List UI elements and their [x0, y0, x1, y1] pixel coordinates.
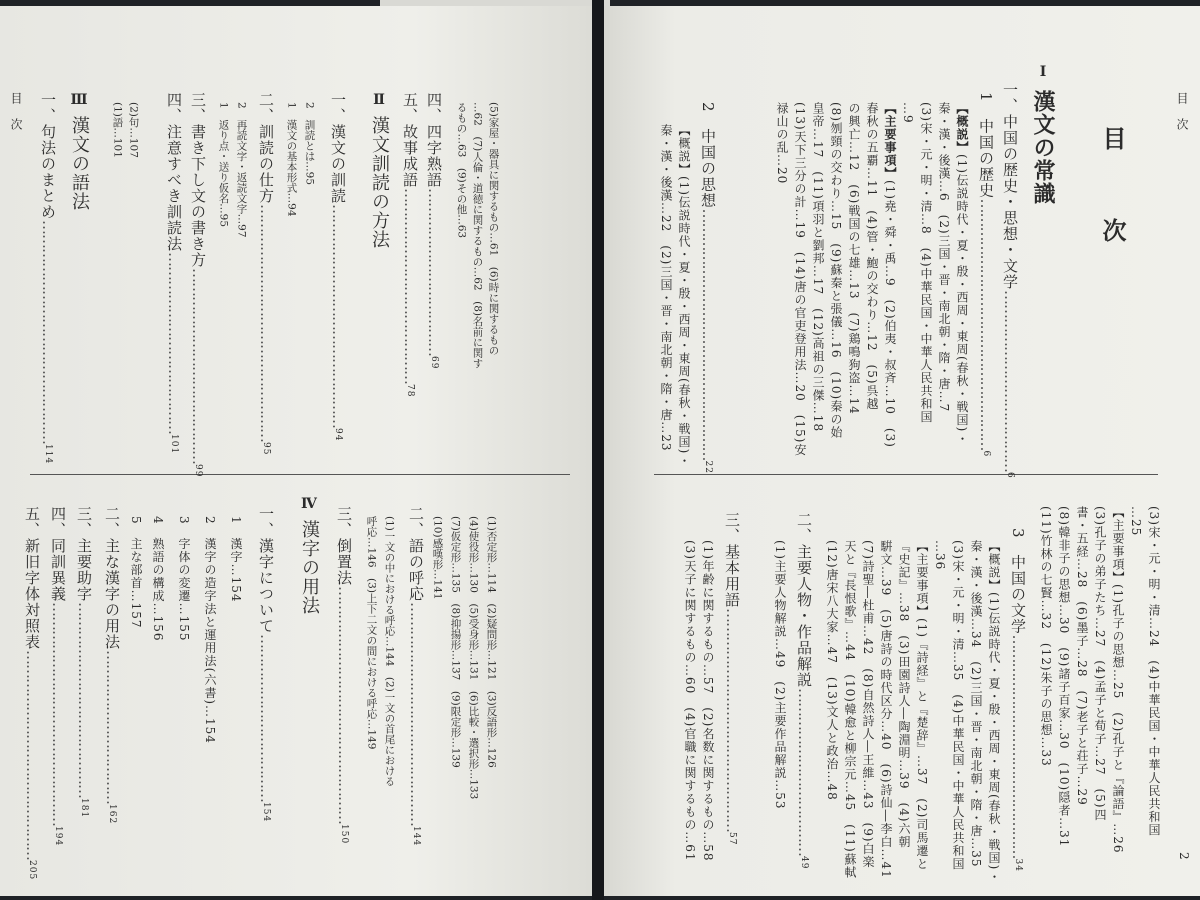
- part-iv-numeral: Ⅳ: [301, 496, 317, 512]
- toc-detail-line: 禄山の乱…20: [775, 102, 789, 185]
- part-ii-title: 漢文訓読の方法: [369, 116, 390, 249]
- toc-entry-jinbutsu: 二、主要人物・作品解説………………………………49: [795, 512, 813, 870]
- part-ii-numeral: Ⅱ: [371, 92, 387, 108]
- toc-detail-line: 秦・漢・後漢…6 (2)三国・晋・南北朝・隋・唐…7: [937, 102, 951, 413]
- toc-detail-line: (13)天下三分の計…19 (14)唐の官吏登用法…20 (15)安: [793, 102, 807, 457]
- toc-entry-page: 154: [261, 802, 271, 823]
- toc-detail-line: (7)詩聖―杜甫…42 (8)自然詩人―王維…43 (9)白楽: [861, 540, 875, 869]
- toc-entry-kanbun-kundoku: 一、漢文の訓読…………………………………………94: [329, 92, 347, 442]
- toc-detail-saidoku: 2 再読文字・返読文字…97: [235, 102, 248, 238]
- toc-entry-label: 2 中国の思想: [699, 102, 717, 209]
- toc-entry-go-no-koo: 二、語の呼応…………………………………………144: [407, 506, 425, 847]
- toc-entry-kuhou: 一、句法のまとめ…………………………………………114: [39, 92, 57, 465]
- toc-detail-line: 『史記』…38 (3)田園詩人―陶淵明…39 (4)六朝: [897, 540, 911, 849]
- right-page: [604, 6, 1200, 896]
- toc-entry-label: 三、基本用語: [723, 512, 741, 608]
- toc-detail-kundokutowa: 2 訓読とは…95: [303, 102, 316, 186]
- toc-entry-bungaku: 3 中国の文学…………………………………………34: [1009, 528, 1027, 872]
- toc-detail-koo-1: (1)一文の中における呼応…144 (2)一文の首尾における: [383, 516, 396, 787]
- toc-detail-line: [956, 102, 968, 445]
- toc-entry-kanji-ni-tsuite: 一、漢字について………………………………154: [257, 506, 275, 823]
- part-iv-title: 漢字の用法: [299, 520, 320, 615]
- part-iii-numeral: Ⅲ: [71, 92, 87, 108]
- toc-detail-line: 天と『長恨歌』…44 (10)韓愈と柳宗元…45 (11)蘇軾: [843, 540, 857, 879]
- toc-entry-page: 6: [1005, 472, 1015, 479]
- toc-detail-line: (11)竹林の七賢…32 (12)朱子の思想…33: [1039, 506, 1053, 767]
- toc-detail-line: (3)宋・元・明・清…8 (4)中華民国・中華人民共和国: [919, 102, 933, 424]
- toc-detail-line: (3)孔子の弟子たち…27 (4)孟子と荀子…27 (5)四: [1093, 506, 1107, 822]
- toc-detail-shieki: (4)使役形…130 (5)受身形…131 (6)比較・選択形…133: [467, 516, 480, 800]
- toc-entry-shiso: 2 中国の思想………………………………………………22: [699, 102, 717, 474]
- right-running-header: 目 次: [1175, 92, 1189, 131]
- toc-entry-page: 181: [79, 798, 89, 819]
- toc-entry-label: 五、故事成語: [401, 92, 419, 188]
- toc-entry-page: 114: [43, 444, 53, 465]
- toc-detail-kanji: 1 漢字…154: [229, 516, 243, 603]
- toc-detail-rikusho: 2 漢字の造字法と運用法(六書)…154: [203, 516, 217, 744]
- toc-detail-line: 【主要事項】(1)孔子の思想…25 (2)孔子と『論語』…26: [1111, 506, 1125, 854]
- toc-entry-page: 57: [727, 832, 737, 846]
- toc-detail-line: 書・五経…28 (6)墨子…28 (7)老子と荘子…29: [1075, 506, 1089, 806]
- toc-entry-page: 34: [1013, 858, 1023, 872]
- toc-entry-page: 101: [169, 434, 179, 455]
- toc-detail-jinrin: …62 (7)人倫・道徳に関するもの…62 (8)名前に関す: [471, 102, 484, 369]
- toc-detail-line: …36: [933, 540, 947, 571]
- toc-entry-label: 1 中国の歴史: [977, 92, 995, 199]
- toc-entry-page: 162: [107, 804, 117, 825]
- toc-entry-page: 99: [193, 464, 203, 478]
- toc-detail-line: 秦・漢・後漢…22 (2)三国・晋・南北朝・隋・唐…23: [659, 124, 673, 452]
- left-page: [0, 6, 592, 896]
- toc-detail-kaeriten: 1 返り点・送り仮名…95: [217, 102, 230, 228]
- section-tag: 【主要事項】: [883, 102, 897, 180]
- toc-entry-label: 二、訓読の仕方: [257, 92, 275, 204]
- section-tag: 【概説】: [955, 102, 969, 154]
- toc-entry-label: 二、主な漢字の用法: [103, 506, 121, 650]
- toc-entry-label: 五、新旧字体対照表: [23, 506, 41, 650]
- toc-detail-line: 騈文…39 (5)唐詩の時代区分…40 (6)詩仙―李白…41: [879, 540, 893, 879]
- toc-detail-jitai: 3 字体の変遷…155: [177, 516, 191, 642]
- toc-entry-page: 22: [703, 460, 713, 474]
- toc-entry-page: 94: [333, 428, 343, 442]
- toc-detail-line: 【主要事項】(1)『詩経』と『楚辞』…37 (2)司馬遷と: [915, 540, 929, 871]
- toc-detail-line: [884, 102, 896, 448]
- toc-entry-chugoku: 一、中国の歴史・思想・文学…………………………………6: [1001, 82, 1019, 479]
- toc-detail-line: (3)宋・元・明・清…24 (4)中華民国・中華人民共和国: [1147, 506, 1161, 837]
- toc-detail-koo-3: 呼応…146 (3)上下二文の間における呼応…149: [365, 516, 378, 750]
- toc-entry-chui: 四、注意すべき訓読法…………………………………101: [165, 92, 183, 455]
- toc-detail-line: 皇帝…17 (11)項羽と劉邦…17 (12)高祖の三傑…18: [811, 102, 825, 433]
- toc-detail-line: …9: [901, 102, 915, 124]
- toc-detail-hitei: (1)否定形…114 (2)疑問形…121 (3)反語形…126: [485, 516, 498, 768]
- toc-detail-text: (1)伝説時代・夏・殷・西周・東周(春秋・戦国)・: [955, 154, 969, 446]
- toc-entry-rekishi: 1 中国の歴史………………………………………………6: [977, 92, 995, 458]
- toc-detail-line: (3)宋・元・明・清…35 (4)中華民国・中華人民共和国: [951, 540, 965, 871]
- toc-detail-line: 秦・漢・後漢…34 (2)三国・晋・南北朝・隋・唐…35: [969, 540, 983, 868]
- toc-entry-page: 194: [53, 826, 63, 847]
- part-i-title: 漢文の常識: [1030, 90, 1056, 205]
- toc-detail-bushu: 5 主な部首…157: [129, 516, 143, 629]
- toc-entry-dokun: 四、同訓異義…………………………………………194: [49, 506, 67, 847]
- toc-entry-koji: 五、故事成語……………………………………78: [401, 92, 419, 398]
- toc-detail-katei: (7)仮定形…135 (8)抑揚形…137 (9)限定形…139: [449, 516, 462, 768]
- toc-entry-page: 78: [405, 384, 415, 398]
- toc-entry-label: 三、主要助字: [75, 506, 93, 602]
- toc-entry-label: 二、語の呼応: [407, 506, 425, 602]
- toc-entry-label: 三、書き下し文の書き方: [189, 92, 207, 268]
- toc-entry-label: 一、中国の歴史・思想・文学: [1001, 82, 1019, 290]
- toc-detail-line: 【概説】(1)伝説時代・夏・殷・西周・東周(春秋・戦国)・: [987, 540, 1001, 884]
- toc-entry-kihon-yogo: 三、基本用語…………………………………………57: [723, 512, 741, 846]
- toc-detail-jukugo: 4 熟語の構成…156: [151, 516, 165, 642]
- right-divider: [654, 474, 1158, 475]
- toc-entry-label: 三、倒置法: [335, 506, 353, 586]
- toc-entry-joji: 三、主要助字……………………………………181: [75, 506, 93, 819]
- toc-entry-page: 69: [429, 356, 439, 370]
- toc-entry-label: 一、漢文の訓読: [329, 92, 347, 204]
- book-gutter: [592, 0, 604, 900]
- toc-entry-page: 6: [981, 450, 991, 458]
- toc-detail-line: (8)韓非子の思想…30 (9)諸子百家…30 (10)隠者…31: [1057, 506, 1071, 848]
- toc-entry-tochi: 三、倒置法……………………………………………150: [335, 506, 353, 845]
- toc-entry-label: 四、同訓異義: [49, 506, 67, 602]
- toc-detail-kihon: 1 漢文の基本形式…94: [285, 102, 298, 217]
- toc-entry-label: 3 中国の文学: [1009, 528, 1027, 635]
- toc-title: 目 次: [1098, 126, 1127, 264]
- toc-detail-kantan: (10)感嘆形…141: [431, 516, 444, 600]
- toc-detail-line: (3)天子に関するもの…60 (4)官職に関するもの…61: [683, 540, 697, 862]
- toc-entry-page: 144: [411, 826, 421, 847]
- toc-entry-page: 150: [339, 824, 349, 845]
- toc-detail-line: の興亡…12 (6)戦国の七雄…13 (7)鶏鳴狗盗…14: [847, 102, 861, 415]
- toc-detail-line: …25: [1129, 506, 1143, 537]
- part-iii-title: 漢文の語法: [69, 116, 90, 211]
- toc-entry-label: 一、句法のまとめ: [39, 92, 57, 220]
- toc-detail-line: (1)主要人物解説…49 (2)主要作品解説…53: [773, 540, 787, 810]
- toc-detail-line: (8)刎頸の交わり…15 (9)蘇秦と張儀…16 (10)秦の始: [829, 102, 843, 440]
- toc-entry-page: 49: [799, 856, 809, 870]
- toc-detail-line: (12)唐宋八大家…47 (13)文人と政治…48: [825, 540, 839, 801]
- toc-entry-kanji-yoho: 二、主な漢字の用法……………………………162: [103, 506, 121, 825]
- toc-detail-text: (1)堯・舜・禹…9 (2)伯夷・叔斉…10 (3): [883, 180, 897, 448]
- toc-entry-kundoku-shikata: 二、訓読の仕方……………………………………………95: [257, 92, 275, 456]
- toc-detail-ku: (2)句…107: [127, 102, 140, 158]
- toc-entry-kakikudashi: 三、書き下し文の書き方……………………………………99: [189, 92, 207, 478]
- toc-entry-label: 一、漢字について: [257, 506, 275, 634]
- left-divider: [30, 474, 570, 475]
- toc-entry-yoji: 四、四字熟語………………………………69: [425, 92, 443, 370]
- toc-detail-kaoku: るもの…63 (9)その他…63: [455, 102, 468, 239]
- toc-detail-line: 【概説】(1)伝説時代・夏・殷・西周・東周(春秋・戦国)・: [677, 124, 691, 468]
- page-number: 2: [1177, 852, 1191, 861]
- toc-detail-line: 春秋の五覇…11 (4)管・鮑の交わり…12 (5)呉越: [865, 102, 879, 411]
- toc-entry-label: 四、注意すべき訓読法: [165, 92, 183, 252]
- left-running-header: 目 次: [9, 92, 23, 131]
- toc-entry-label: 二、主要人物・作品解説: [795, 512, 813, 688]
- toc-detail-toki: (5)家屋・器具に関するもの…61 (6)時に関するもの: [487, 102, 500, 356]
- toc-detail-line: (1)年齢に関するもの…57 (2)名数に関するもの…58: [701, 540, 715, 862]
- toc-detail-go: (1)語…101: [111, 102, 124, 158]
- toc-entry-shinkyu: 五、新旧字体対照表………………………………………205: [23, 506, 41, 881]
- toc-entry-page: 205: [27, 860, 37, 881]
- toc-entry-label: 四、四字熟語: [425, 92, 443, 188]
- part-i-numeral: Ⅰ: [1035, 64, 1051, 80]
- toc-entry-page: 95: [261, 442, 271, 456]
